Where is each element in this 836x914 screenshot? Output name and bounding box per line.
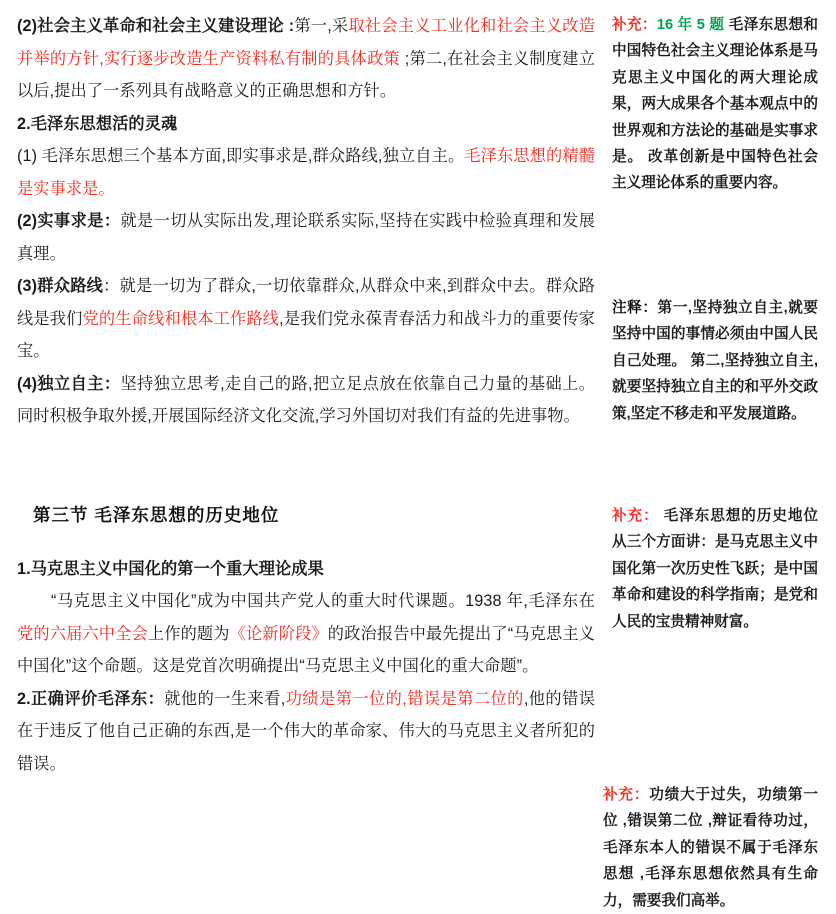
run-bold: (2)实事求是： [17,212,121,230]
run-normal: 的政治报告中最先提出了“马克思主义中国化”这个命题。这是党首次明确提出“马克思主义中国化的重大命题”。 [17,624,595,675]
margin-note-supplement-1 [612,12,818,197]
run-normal: 上作的题为 [147,624,230,643]
paragraph-three-aspects [17,140,595,205]
run-normal: 坚持独立思考,走自己的路,把立足点放在依靠自己力量的基础上。同时积极争取外援,开展国际经济文化交流,学习外国切对我们有益的先进事物。 [17,374,595,425]
paragraph-evaluate-mao [17,683,595,781]
note-body: 功绩大于过失，功绩第一位 ,错误第二位 ,辩证看待功过，毛泽东本人的错误不属于毛泽东思想 ,毛泽东思想依然具有生命力，需要我们高举。 [603,787,818,909]
run-bold: (3)群众路线 [17,277,104,295]
run-red-highlight: 党的六届六中全会 [17,624,148,643]
run-bold: 1.马克思主义中国化的第一个重大理论成果 [17,559,324,578]
note-label: 补充： [612,17,657,33]
run-red-highlight: 《论新阶段》 [229,624,328,643]
heading-first-major-achievement [17,553,595,586]
page-title: 第三节 毛泽东思想的历史地位 [33,504,280,525]
run-normal: ;第二,在社会主义制度建立以后,提出了一系列具有战略意义的正确思想和方针。 [17,49,595,100]
margin-note-supplement-2 [612,503,818,635]
run-normal: (1) 毛泽东思想三个基本方面,即实事求是,群众路线,独立自主。 [17,147,465,165]
paragraph-seek-truth [17,205,595,270]
run-red-highlight: 党的生命线和根本工作路线 [82,309,280,328]
run-normal: 就他的一生来看, [164,689,286,708]
run-bold: (2)社会主义革命和社会主义建设理论 : [17,17,295,35]
note-exam-tag: 16 年 5 题 [656,17,725,33]
run-normal: “马克思主义中国化”成为中国共产党人的重大时代课题。1938 年,毛泽东在 [51,592,595,610]
note-body: 毛泽东思想的历史地位从三个方面讲：是马克思主义中国化第一次历史性飞跃；是中国革命和建设的科学指南；是党和人民的宝贵精神财富。 [612,508,818,630]
top-spacer [17,0,600,10]
run-normal: ,他的错误在于违反了他自己正确的东西,是一个伟大的革命家、伟大的马克思主义者所犯的错误。 [17,689,596,773]
run-bold: (4)独立自主： [17,374,121,393]
after-title-spacer [17,531,600,553]
note-body: 毛泽东思想和中国特色社会主义理论体系是马克思主义中国化的两大理论成果，两大成果各个基本观点中的世界观和方法论的基础是实事求是。 改革创新是中国特色社会主义理论体系的重要内容。 [612,17,818,192]
paragraph-independence [17,368,595,433]
run-red-highlight: 毛泽东思想的精髓是实事求是。 [17,147,595,198]
section-gap-spacer [17,433,600,499]
run-red-highlight: 功绩是第一位的,错误是第二位的 [285,689,524,708]
heading-living-soul [17,108,595,141]
margin-notes-column [600,0,836,909]
run-normal: ：就是一切为了群众,一切依靠群众,从群众中来,到群众中去。群众路线是我们 [17,277,595,328]
run-normal: ,是我们党永葆青春活力和战斗力的重要传家宝。 [17,309,595,360]
note-label: 注释： [612,300,658,316]
note-label: 补充： [612,508,659,524]
margin-note-supplement-3 [603,782,818,914]
run-bold: 2.毛泽东思想活的灵魂 [17,114,178,133]
paragraph-sinicization-proposition [17,585,595,683]
margin-note-annotation-1 [612,295,818,427]
run-normal: 第一,采 [294,17,349,35]
note-label: 补充： [603,787,650,803]
run-normal: 就是一切从实际出发,理论联系实际,坚持在实践中检验真理和发展真理。 [17,212,595,263]
run-bold: 2.正确评价毛泽东： [17,689,165,708]
run-red-highlight: 取社会主义工业化和社会主义改造并举的方针,实行逐步改造生产资料私有制的具体政策 [17,17,596,68]
note-body: 第一,坚持独立自主,就要坚持中国的事情必须由中国人民自己处理。 第二,坚持独立自主,就要坚持独立自主的和平外交政策,坚定不移走和平发展道路。 [612,300,818,422]
paragraph-mass-line [17,270,595,368]
paragraph-socialist-revolution-theory [17,10,595,108]
